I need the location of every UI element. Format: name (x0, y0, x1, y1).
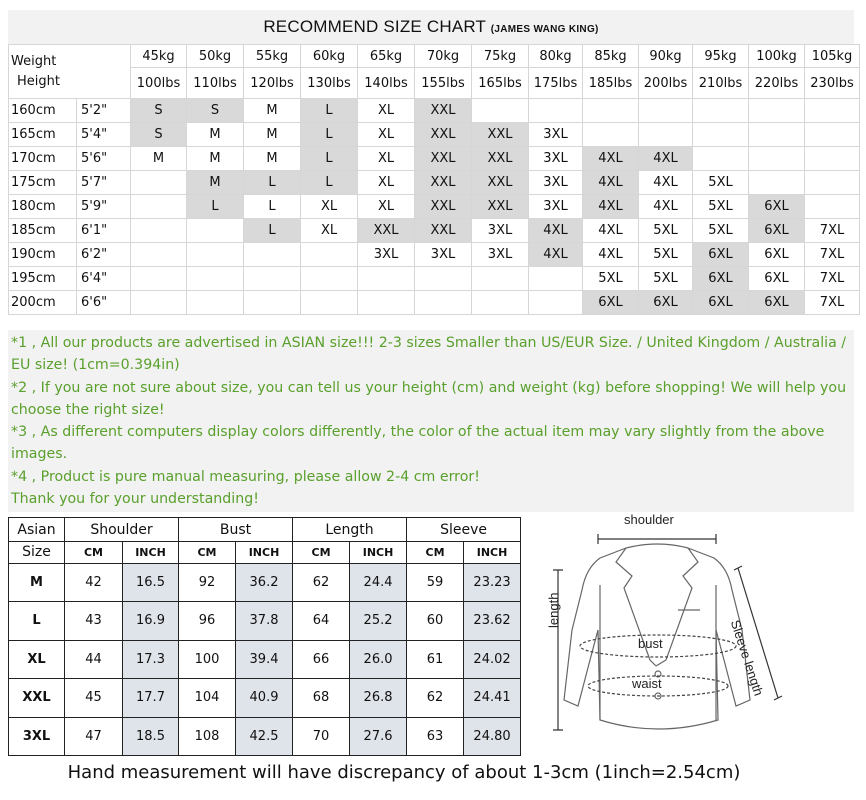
chart-title-main: RECOMMEND SIZE CHART (263, 17, 486, 36)
size-cell (583, 99, 639, 123)
cm-value-cell: 47 (65, 717, 123, 756)
weight-lbs-header: 110lbs (187, 68, 244, 99)
size-cell: 7XL (805, 243, 860, 267)
cm-value-cell: 108 (179, 717, 236, 756)
size-cell: M (187, 147, 244, 171)
asian-size-cell: XL (9, 640, 65, 678)
size-cell: 4XL (583, 195, 639, 219)
inch-value-cell: 24.80 (464, 717, 521, 756)
shoulder-label: shoulder (624, 512, 674, 527)
size-cell: XXL (415, 219, 472, 243)
size-cell: 3XL (529, 147, 583, 171)
size-cell: 3XL (529, 171, 583, 195)
size-cell (805, 99, 860, 123)
size-cell: L (244, 171, 301, 195)
size-cell (244, 243, 301, 267)
cm-value-cell: 62 (293, 563, 350, 601)
size-recommendation-table (8, 44, 860, 315)
asian-header: Asian (9, 518, 65, 542)
size-cell: 5XL (583, 267, 639, 291)
measure-row (9, 563, 521, 601)
cm-value-cell: 44 (65, 640, 123, 678)
weight-kg-header: 80kg (529, 45, 583, 68)
jacket-illustration (528, 510, 798, 762)
weight-lbs-header: 185lbs (583, 68, 639, 99)
size-cell: L (301, 171, 358, 195)
size-cell: 6XL (749, 243, 805, 267)
measure-group-header: Bust (179, 518, 293, 542)
weight-kg-header: 75kg (472, 45, 529, 68)
height-ft-cell: 5'6" (77, 147, 131, 171)
inch-value-cell: 16.5 (123, 563, 179, 601)
inch-value-cell: 42.5 (236, 717, 293, 756)
size-cell: 5XL (693, 219, 749, 243)
size-cell: XXL (472, 195, 529, 219)
size-cell (358, 267, 415, 291)
cm-value-cell: 61 (407, 640, 464, 678)
height-cm-cell: 185cm (9, 219, 77, 243)
asian-size-cell: XXL (9, 679, 65, 717)
size-cell: XXL (415, 147, 472, 171)
size-cell: XL (301, 219, 358, 243)
size-cell (639, 99, 693, 123)
size-cell: 4XL (639, 147, 693, 171)
size-cell: 3XL (472, 243, 529, 267)
size-cell: XXL (472, 147, 529, 171)
inch-value-cell: 24.4 (350, 563, 407, 601)
bust-label: bust (638, 636, 663, 651)
weight-lbs-header: 210lbs (693, 68, 749, 99)
size-cell (749, 147, 805, 171)
inch-value-cell: 39.4 (236, 640, 293, 678)
cm-header: CM (293, 542, 350, 563)
measure-row (9, 640, 521, 678)
height-ft-cell: 5'7" (77, 171, 131, 195)
size-cell: XL (358, 147, 415, 171)
weight-kg-header: 105kg (805, 45, 860, 68)
weight-kg-header: 55kg (244, 45, 301, 68)
cm-value-cell: 62 (407, 679, 464, 717)
inch-value-cell: 23.62 (464, 602, 521, 640)
cm-value-cell: 104 (179, 679, 236, 717)
size-cell (187, 243, 244, 267)
sleeve-length-label: Sleeve length (727, 618, 767, 698)
weight-label: Weight (11, 53, 57, 69)
size-cell (131, 195, 187, 219)
weight-lbs-header: 120lbs (244, 68, 301, 99)
measure-row (9, 679, 521, 717)
size-cell (693, 123, 749, 147)
size-cell (131, 219, 187, 243)
inch-value-cell: 24.02 (464, 640, 521, 678)
size-cell: L (187, 195, 244, 219)
size-cell: 4XL (583, 243, 639, 267)
cm-value-cell: 66 (293, 640, 350, 678)
size-cell: 7XL (805, 219, 860, 243)
size-row (9, 123, 860, 147)
height-cm-cell: 170cm (9, 147, 77, 171)
weight-lbs-header: 200lbs (639, 68, 693, 99)
size-cell: 3XL (472, 219, 529, 243)
size-cell (187, 291, 244, 315)
measure-group-header: Sleeve (407, 518, 521, 542)
measure-row (9, 602, 521, 640)
size-cell: 4XL (529, 219, 583, 243)
size-cell (529, 99, 583, 123)
thank-you-note: Thank you for your understanding! (11, 491, 259, 508)
size-cell: 3XL (529, 195, 583, 219)
size-cell: S (131, 99, 187, 123)
weight-lbs-header: 140lbs (358, 68, 415, 99)
size-cell: XXL (472, 171, 529, 195)
inch-value-cell: 26.8 (350, 679, 407, 717)
size-cell: 6XL (749, 195, 805, 219)
size-cell: L (301, 147, 358, 171)
inch-value-cell: 26.0 (350, 640, 407, 678)
size-cell (805, 123, 860, 147)
jacket-measurement-diagram (528, 510, 798, 762)
size-cell (131, 291, 187, 315)
size-cell: 7XL (805, 267, 860, 291)
inch-value-cell: 25.2 (350, 602, 407, 640)
size-row (9, 195, 860, 219)
inch-value-cell: 23.23 (464, 563, 521, 601)
notes-panel (8, 330, 854, 512)
size-row (9, 243, 860, 267)
weight-kg-header: 100kg (749, 45, 805, 68)
size-cell (693, 99, 749, 123)
size-cell: 4XL (583, 171, 639, 195)
size-cell: 5XL (639, 243, 693, 267)
cm-value-cell: 60 (407, 602, 464, 640)
waist-label: waist (632, 676, 662, 691)
size-cell (131, 171, 187, 195)
measure-row (9, 717, 521, 756)
size-cell: M (187, 123, 244, 147)
size-cell: XXL (415, 195, 472, 219)
size-cell (187, 219, 244, 243)
height-ft-cell: 6'2" (77, 243, 131, 267)
weight-lbs-header: 230lbs (805, 68, 860, 99)
size-cell: 7XL (805, 291, 860, 315)
cm-value-cell: 63 (407, 717, 464, 756)
size-cell (301, 291, 358, 315)
size-cell: 6XL (693, 267, 749, 291)
weight-kg-header: 85kg (583, 45, 639, 68)
size-cell (639, 123, 693, 147)
length-label: length (546, 592, 561, 628)
size-cell (472, 291, 529, 315)
size-cell (301, 267, 358, 291)
size-row (9, 99, 860, 123)
height-cm-cell: 190cm (9, 243, 77, 267)
size-row (9, 171, 860, 195)
cm-value-cell: 42 (65, 563, 123, 601)
size-cell (472, 99, 529, 123)
size-cell: M (244, 147, 301, 171)
size-row (9, 291, 860, 315)
size-cell: 4XL (583, 219, 639, 243)
size-cell (131, 243, 187, 267)
cm-header: CM (65, 542, 123, 563)
note-3: *3 , As different computers display colors differently, the color of the actual item may vary slightly from the above images. (11, 424, 825, 463)
size-cell: 4XL (639, 195, 693, 219)
size-cell (244, 291, 301, 315)
inch-value-cell: 36.2 (236, 563, 293, 601)
height-cm-cell: 165cm (9, 123, 77, 147)
cm-value-cell: 68 (293, 679, 350, 717)
size-cell: M (187, 171, 244, 195)
weight-kg-header: 50kg (187, 45, 244, 68)
weight-lbs-header: 175lbs (529, 68, 583, 99)
size-cell: 6XL (693, 243, 749, 267)
cm-value-cell: 43 (65, 602, 123, 640)
height-cm-cell: 195cm (9, 267, 77, 291)
size-cell: 3XL (358, 243, 415, 267)
size-header: Size (9, 542, 65, 563)
size-cell (805, 195, 860, 219)
height-cm-cell: 160cm (9, 99, 77, 123)
cm-value-cell: 45 (65, 679, 123, 717)
height-ft-cell: 5'2" (77, 99, 131, 123)
cm-value-cell: 64 (293, 602, 350, 640)
measurement-table (8, 517, 521, 756)
note-2: *2 , If you are not sure about size, you can tell us your height (cm) and weight (kg) before shopping! We will help you choose the right size! (11, 379, 847, 418)
size-cell: 4XL (639, 171, 693, 195)
size-cell: 4XL (583, 147, 639, 171)
height-ft-cell: 6'6" (77, 291, 131, 315)
size-cell (805, 147, 860, 171)
height-ft-cell: 6'4" (77, 267, 131, 291)
brand-name: (JAMES WANG KING) (490, 24, 599, 35)
size-cell (749, 123, 805, 147)
inch-value-cell: 37.8 (236, 602, 293, 640)
inch-value-cell: 27.6 (350, 717, 407, 756)
inch-header: INCH (236, 542, 293, 563)
inch-header: INCH (123, 542, 179, 563)
chart-title (8, 10, 854, 44)
height-ft-cell: 5'9" (77, 195, 131, 219)
size-cell (472, 267, 529, 291)
inch-header: INCH (464, 542, 521, 563)
size-cell: L (301, 99, 358, 123)
weight-lbs-header: 155lbs (415, 68, 472, 99)
height-cm-cell: 200cm (9, 291, 77, 315)
size-cell: XXL (472, 123, 529, 147)
note-4: *4 , Product is pure manual measuring, please allow 2-4 cm error! (11, 468, 480, 485)
inch-value-cell: 18.5 (123, 717, 179, 756)
note-1: *1 , All our products are advertised in ASIAN size!!! 2-3 sizes Smaller than US/EUR Size. / United Kingdom / Australia / EU size! (1cm=0.394in) (11, 335, 847, 374)
size-cell (529, 291, 583, 315)
size-cell: 5XL (693, 195, 749, 219)
size-cell (583, 123, 639, 147)
size-cell: XXL (415, 171, 472, 195)
size-cell: 6XL (693, 291, 749, 315)
weight-lbs-header: 130lbs (301, 68, 358, 99)
size-cell (415, 267, 472, 291)
size-cell (301, 243, 358, 267)
size-cell: M (244, 99, 301, 123)
cm-header: CM (407, 542, 464, 563)
size-cell: XL (301, 195, 358, 219)
size-cell: XL (358, 195, 415, 219)
footer-note: Hand measurement will have discrepancy of about 1-3cm (1inch=2.54cm) (67, 762, 741, 783)
cm-value-cell: 96 (179, 602, 236, 640)
size-cell: XL (358, 123, 415, 147)
asian-size-cell: 3XL (9, 717, 65, 756)
size-cell: 6XL (749, 219, 805, 243)
size-cell: XXL (415, 123, 472, 147)
size-cell: L (301, 123, 358, 147)
weight-kg-header: 90kg (639, 45, 693, 68)
size-cell: 4XL (529, 243, 583, 267)
weight-lbs-header: 165lbs (472, 68, 529, 99)
inch-value-cell: 17.3 (123, 640, 179, 678)
measure-group-header: Shoulder (65, 518, 179, 542)
size-cell: XL (358, 99, 415, 123)
size-cell: 5XL (693, 171, 749, 195)
inch-header: INCH (350, 542, 407, 563)
asian-size-cell: L (9, 602, 65, 640)
size-cell: L (244, 219, 301, 243)
asian-size-cell: M (9, 563, 65, 601)
size-cell: XXL (358, 219, 415, 243)
size-cell: M (131, 147, 187, 171)
size-cell (693, 147, 749, 171)
size-cell: 6XL (583, 291, 639, 315)
cm-value-cell: 92 (179, 563, 236, 601)
cm-value-cell: 100 (179, 640, 236, 678)
height-cm-cell: 180cm (9, 195, 77, 219)
size-cell: 6XL (749, 267, 805, 291)
size-cell (187, 267, 244, 291)
cm-value-cell: 70 (293, 717, 350, 756)
size-cell: 3XL (415, 243, 472, 267)
size-row (9, 147, 860, 171)
size-cell (415, 291, 472, 315)
size-cell: XXL (415, 99, 472, 123)
inch-value-cell: 17.7 (123, 679, 179, 717)
size-cell (749, 171, 805, 195)
size-cell (805, 171, 860, 195)
inch-value-cell: 24.41 (464, 679, 521, 717)
size-cell: L (244, 195, 301, 219)
size-cell (244, 267, 301, 291)
size-cell: 3XL (529, 123, 583, 147)
inch-value-cell: 16.9 (123, 602, 179, 640)
weight-lbs-header: 100lbs (131, 68, 187, 99)
weight-kg-header: 60kg (301, 45, 358, 68)
size-cell: 5XL (639, 267, 693, 291)
size-row (9, 267, 860, 291)
size-cell (749, 99, 805, 123)
size-cell: S (131, 123, 187, 147)
size-cell: 6XL (639, 291, 693, 315)
weight-kg-header: 70kg (415, 45, 472, 68)
height-cm-cell: 175cm (9, 171, 77, 195)
size-cell: S (187, 99, 244, 123)
size-cell: XL (358, 171, 415, 195)
cm-header: CM (179, 542, 236, 563)
size-cell: M (244, 123, 301, 147)
size-cell (131, 267, 187, 291)
size-cell (358, 291, 415, 315)
weight-lbs-header: 220lbs (749, 68, 805, 99)
height-ft-cell: 5'4" (77, 123, 131, 147)
size-cell (529, 267, 583, 291)
measure-group-header: Length (293, 518, 407, 542)
height-ft-cell: 6'1" (77, 219, 131, 243)
weight-height-corner (9, 45, 131, 99)
height-label: Height (17, 73, 60, 89)
cm-value-cell: 59 (407, 563, 464, 601)
inch-value-cell: 40.9 (236, 679, 293, 717)
size-cell: 5XL (639, 219, 693, 243)
recommend-size-chart (8, 10, 854, 315)
weight-kg-header: 65kg (358, 45, 415, 68)
size-row (9, 219, 860, 243)
weight-kg-header: 95kg (693, 45, 749, 68)
weight-kg-header: 45kg (131, 45, 187, 68)
size-cell: 6XL (749, 291, 805, 315)
